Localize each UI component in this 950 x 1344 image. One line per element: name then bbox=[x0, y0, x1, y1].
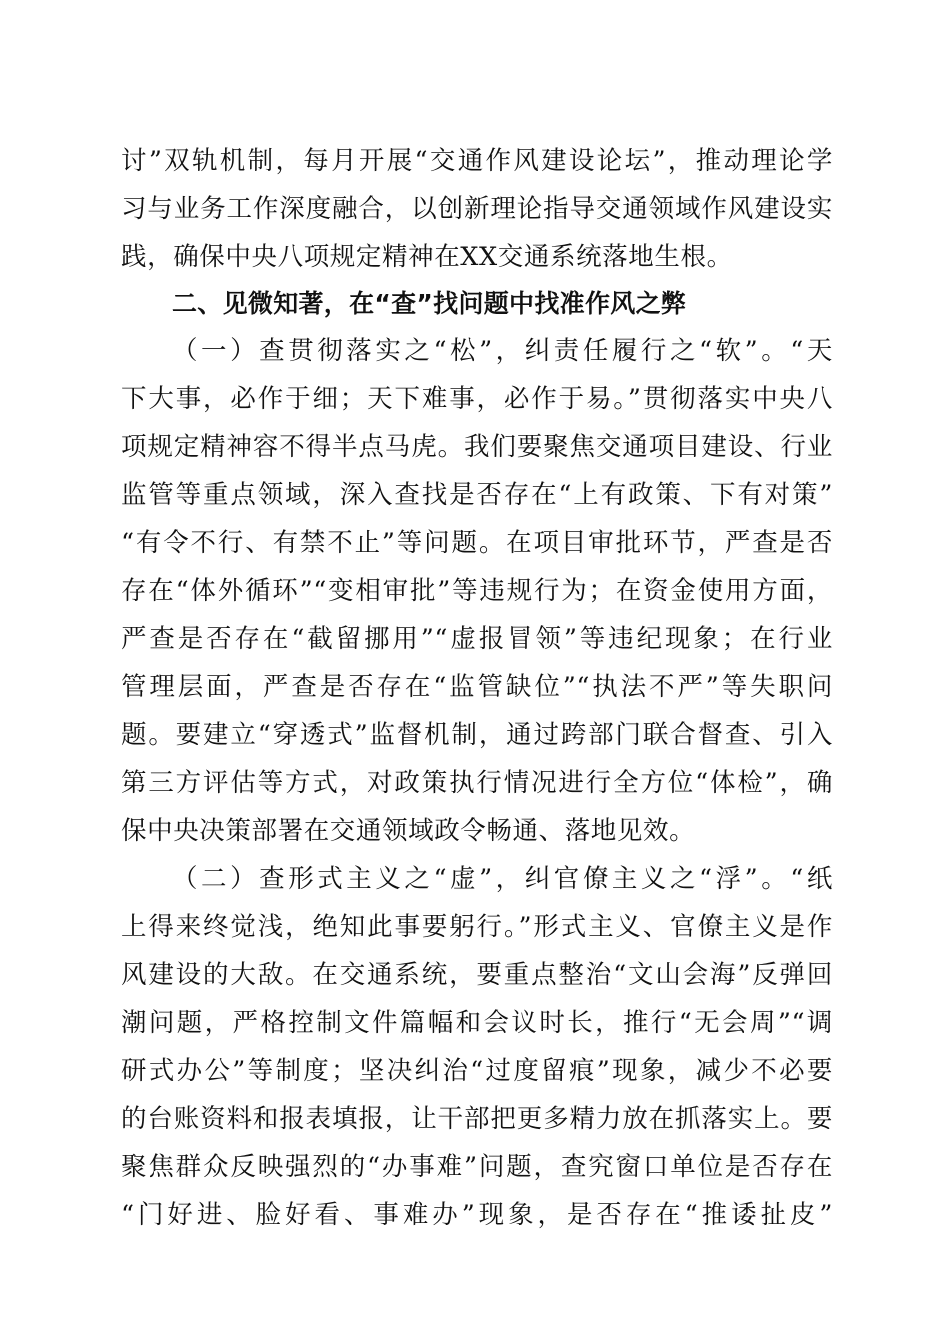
body-line: 习与业务工作深度融合，以创新理论指导交通领域作风建设实 bbox=[121, 194, 833, 224]
body-line: 践，确保中央八项规定精神在XX交通系统落地生根。 bbox=[121, 242, 733, 272]
body-line: 第三方评估等方式，对政策执行情况进行全方位“体检”，确 bbox=[121, 768, 833, 798]
body-line: 题。要建立“穿透式”监督机制，通过跨部门联合督查、引入 bbox=[121, 720, 833, 750]
body-line: “门好进、脸好看、事难办”现象，是否存在“推诿扯皮” bbox=[121, 1200, 833, 1230]
paragraph-first-line: （二）查形式主义之“虚”，纠官僚主义之“浮”。“纸 bbox=[172, 864, 833, 894]
body-line: “有令不行、有禁不止”等问题。在项目审批环节，严查是否 bbox=[121, 528, 833, 558]
body-line: 存在“体外循环”“变相审批”等违规行为；在资金使用方面， bbox=[121, 576, 833, 606]
body-line: 风建设的大敌。在交通系统，要重点整治“文山会海”反弹回 bbox=[121, 960, 833, 990]
body-line: 讨”双轨机制，每月开展“交通作风建设论坛”，推动理论学 bbox=[121, 146, 833, 176]
body-line: 的台账资料和报表填报，让干部把更多精力放在抓落实上。要 bbox=[121, 1104, 833, 1134]
body-line: 下大事，必作于细；天下难事，必作于易。”贯彻落实中央八 bbox=[121, 384, 833, 414]
body-line: 研式办公”等制度；坚决纠治“过度留痕”现象，减少不必要 bbox=[121, 1056, 833, 1086]
body-line: 保中央决策部署在交通领域政令畅通、落地见效。 bbox=[121, 816, 696, 846]
body-line: 监管等重点领域，深入查找是否存在“上有政策、下有对策” bbox=[121, 480, 833, 510]
body-line: 管理层面，严查是否存在“监管缺位”“执法不严”等失职问 bbox=[121, 672, 833, 702]
body-line: 上得来终觉浅，绝知此事要躬行。”形式主义、官僚主义是作 bbox=[121, 912, 833, 942]
section-heading: 二、见微知著，在“查”找问题中找准作风之弊 bbox=[172, 289, 687, 318]
body-line: 项规定精神容不得半点马虎。我们要聚焦交通项目建设、行业 bbox=[121, 432, 833, 462]
body-line: 潮问题，严格控制文件篇幅和会议时长，推行“无会周”“调 bbox=[121, 1008, 833, 1038]
body-line: 聚焦群众反映强烈的“办事难”问题，查究窗口单位是否存在 bbox=[121, 1152, 833, 1182]
paragraph-first-line: （一）查贯彻落实之“松”，纠责任履行之“软”。“天 bbox=[172, 336, 833, 366]
body-line: 严查是否存在“截留挪用”“虚报冒领”等违纪现象；在行业 bbox=[121, 624, 833, 654]
